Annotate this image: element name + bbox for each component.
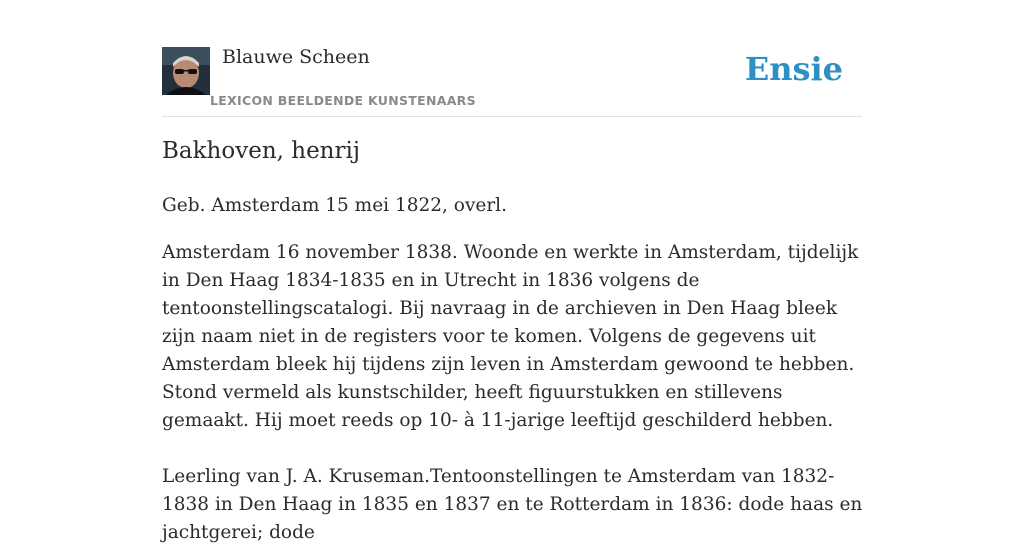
author-name[interactable]: Blauwe Scheen: [222, 46, 370, 68]
article-paragraph: Leerling van J. A. Kruseman.Tentoonstellingen te Amsterdam van 1832-1838 in Den Haag in 1835 en 1837 en te Rotterdam in 1836: dode haas en jachtgerei; dode: [162, 466, 863, 543]
article-paragraph: Geb. Amsterdam 15 mei 1822, overl.: [162, 195, 507, 216]
article-page: [162, 0, 863, 543]
avatar-photo-icon: [162, 47, 210, 95]
category-label[interactable]: LEXICON BEELDENDE KUNSTENAARS: [210, 93, 476, 108]
ensie-logo[interactable]: Ensie: [744, 50, 843, 88]
article-header: [162, 0, 862, 117]
article-paragraph: Amsterdam 16 november 1838. Woonde en werkte in Amsterdam, tijdelijk in Den Haag 1834-1835 en in Utrecht in 1836 volgens de tentoonstellingscatalogi. Bij navraag in de archieven in Den Haag bleek zijn naam niet in de registers voor te komen. Volgens de gegevens uit Amsterdam bleek hij tijdens zijn leven in Amsterdam gewoond te hebben. Stond vermeld als kunstschilder, heeft figuurstukken en stillevens gemaakt. Hij moet reeds op 10- à 11-jarige leeftijd geschilderd hebben.: [162, 242, 859, 431]
author-avatar[interactable]: [162, 47, 210, 95]
article-title: Bakhoven, henrij: [162, 138, 360, 164]
